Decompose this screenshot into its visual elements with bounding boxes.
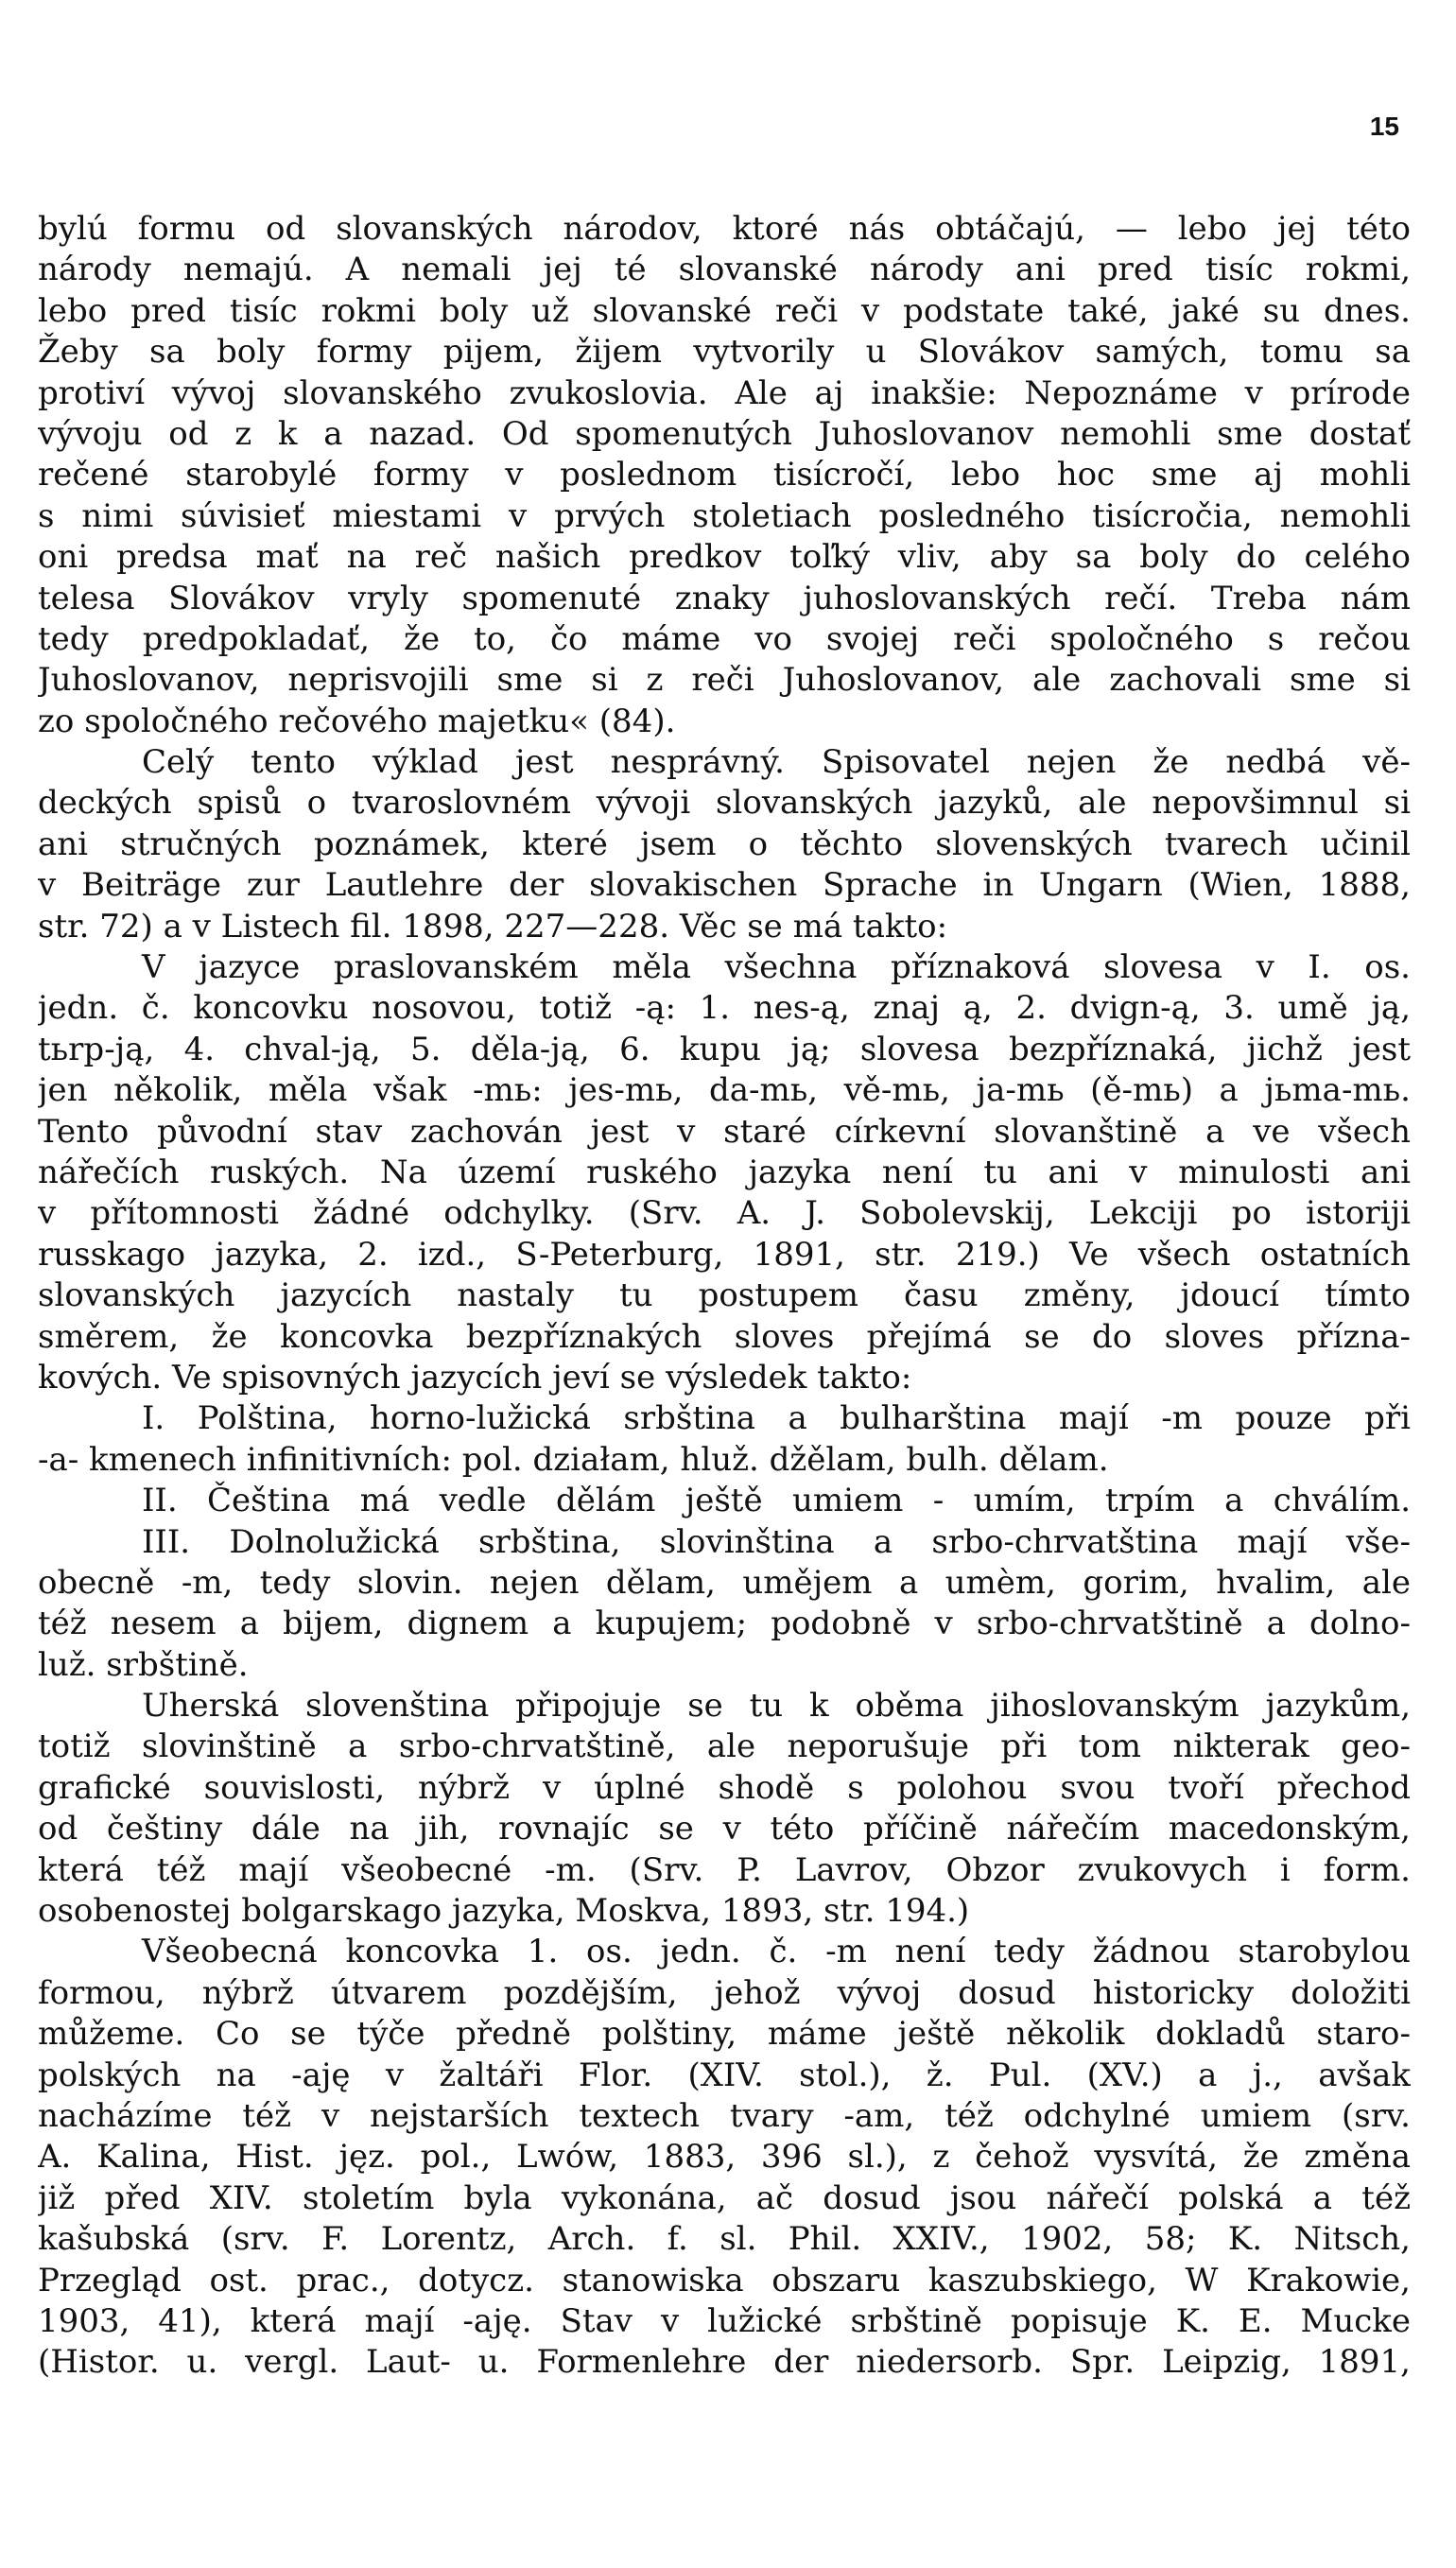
text-line: formou, nýbrž útvarem pozdějším, jehož vývoj dosud historicky doložiti	[38, 1973, 1411, 2012]
text-line: obecně -m, tedy slovin. nejen dělam, umějem a umèm, gorim, hvalim, ale	[38, 1563, 1411, 1602]
text-line: která též mají všeobecné -m. (Srv. P. Lavrov, Obzor zvukovych i form.	[38, 1850, 1411, 1889]
text-line: slovanských jazycích nastaly tu postupem času změny, jdoucí tímto	[38, 1276, 1411, 1315]
text-line: v Beiträge zur Lautlehre der slovakischen Sprache in Ungarn (Wien, 1888,	[38, 866, 1411, 905]
text-line: deckých spisů o tvaroslovném vývoji slovanských jazyků, ale nepovšimnul si	[38, 784, 1411, 823]
text-line: Przegląd ost. prac., dotycz. stanowiska obszaru kaszubskiego, W Krakowie,	[38, 2261, 1411, 2299]
text-line: kašubská (srv. F. Lorentz, Arch. f. sl. Phil. XXIV., 1902, 58; K. Nitsch,	[38, 2220, 1411, 2259]
text-line: nacházíme též v nejstarších textech tvary -am, též odchylné umiem (srv.	[38, 2096, 1411, 2135]
text-line: kových. Ve spisovných jazycích jeví se výsledek takto:	[38, 1358, 912, 1397]
page-number: 15	[1369, 112, 1399, 141]
text-line: II. Čeština má vedle dělám ještě umiem - umím, trpím a chválím.	[142, 1482, 1411, 1520]
text-line: -a- kmenech infinitivních: pol. działam, hluž. džělam, bulh. dělam.	[38, 1440, 1109, 1479]
text-line: tedy predpokladať, že to, čo máme vo svojej reči spoločného s rečou	[38, 619, 1411, 658]
text-line: A. Kalina, Hist. jęz. pol., Lwów, 1883, 396 sl.), z čehož vysvítá, že změna	[38, 2138, 1411, 2177]
text-line: III. Dolnolužická srbština, slovinština a srbo-chrvatština mají vše-	[142, 1522, 1411, 1561]
text-line: Juhoslovanov, neprisvojili sme si z reči Juhoslovanov, ale zachovali sme si	[38, 661, 1411, 700]
text-line: již před XIV. stoletím byla vykonána, ač dosud jsou nářečí polská a též	[38, 2178, 1411, 2217]
text-line: můžeme. Co se týče předně polštiny, máme ještě několik dokladů staro-	[38, 2015, 1411, 2054]
text-line: I. Polština, horno-lužická srbština a bulharština mají -m pouze při	[142, 1399, 1411, 1438]
text-line: Tento původní stav zachován jest v staré církevní slovanštině a ve všech	[38, 1112, 1411, 1151]
text-line: též nesem a bijem, dignem a kupujem; podobně v srbo-chrvatštině a dolno-	[38, 1605, 1411, 1643]
text-line: tьrp-ją, 4. chval-ją, 5. děla-ją, 6. kupu ją; slovesa bezpříznaká, jichž jest	[38, 1030, 1411, 1068]
text-line: jen několik, měla však -mь: jes-mь, da-mь, vě-mь, ja-mь (ě-mь) a jьma-mь.	[38, 1071, 1411, 1110]
text-line: lebo pred tisíc rokmi boly už slovanské reči v podstate také, jaké su dnes.	[38, 291, 1411, 330]
text-line: str. 72) a v Listech fil. 1898, 227—228. Věc se má takto:	[38, 907, 948, 946]
text-line: luž. srbštině.	[38, 1645, 249, 1684]
text-line: Celý tento výklad jest nesprávný. Spisovatel nejen že nedbá vě-	[142, 743, 1411, 782]
text-line: Uherská slovenština připojuje se tu k oběma jihoslovanským jazykům,	[142, 1687, 1411, 1726]
text-line: protiví vývoj slovanského zvukoslovia. Ale aj inakšie: Nepoznáme v prírode	[38, 373, 1411, 412]
text-line: bylú formu od slovanských národov, ktoré nás obtáčajú, — lebo jej této	[38, 210, 1411, 248]
text-line: osobenostej bolgarskago jazyka, Moskva, 1893, str. 194.)	[38, 1892, 970, 1931]
text-line: (Histor. u. vergl. Laut- u. Formenlehre der niedersorb. Spr. Leipzig, 1891,	[38, 2343, 1411, 2382]
page-body-text	[38, 209, 1411, 2384]
text-line: v přítomnosti žádné odchylky. (Srv. A. J. Sobolevskij, Lekciji po istoriji	[38, 1194, 1411, 1233]
text-line: V jazyce praslovanském měla všechna příznaková slovesa v I. os.	[142, 948, 1411, 987]
text-line: rečené starobylé formy v poslednom tisícročí, lebo hoc sme aj mohli	[38, 456, 1411, 495]
text-line: oni predsa mať na reč našich predkov toľký vliv, aby sa boly do celého	[38, 538, 1411, 577]
text-line: polských na -aję v žaltáři Flor. (XIV. stol.), ž. Pul. (XV.) a j., avšak	[38, 2056, 1411, 2094]
text-line: nářečích ruských. Na území ruského jazyka není tu ani v minulosti ani	[38, 1153, 1411, 1191]
text-line: 1903, 41), která mají -aję. Stav v lužické srbštině popisuje K. E. Mucke	[38, 2301, 1411, 2340]
text-line: národy nemajú. A nemali jej té slovanské národy ani pred tisíc rokmi,	[38, 251, 1411, 289]
text-line: směrem, že koncovka bezpříznakých sloves přejímá se do sloves přízna-	[38, 1317, 1411, 1356]
text-line: jedn. č. koncovku nosovou, totiž -ą: 1. nes-ą, znaj ą, 2. dvign-ą, 3. umě ją,	[38, 989, 1411, 1028]
text-line: totiž slovinštině a srbo-chrvatštině, ale neporušuje při tom nikterak geo-	[38, 1727, 1411, 1766]
text-line: ani stručných poznámek, které jsem o těchto slovenských tvarech učinil	[38, 824, 1411, 863]
text-line: telesa Slovákov vryly spomenuté znaky juhoslovanských rečí. Treba nám	[38, 579, 1411, 617]
text-line: vývoju od z k a nazad. Od spomenutých Juhoslovanov nemohli sme dostať	[38, 414, 1411, 453]
text-line: od češtiny dále na jih, rovnajíc se v této příčině nářečím macedonským,	[38, 1810, 1411, 1848]
text-line: Všeobecná koncovka 1. os. jedn. č. -m není tedy žádnou starobylou	[142, 1933, 1411, 1971]
text-line: zo spoločného rečového majetku« (84).	[38, 702, 676, 740]
text-line: s nimi súvisieť miestami v prvých stoletiach posledného tisícročia, nemohli	[38, 496, 1411, 535]
text-line: Žeby sa boly formy pijem, žijem vytvorily u Slovákov samých, tomu sa	[38, 333, 1411, 372]
text-line: russkago jazyka, 2. izd., S-Peterburg, 1891, str. 219.) Ve všech ostatních	[38, 1235, 1411, 1274]
text-line: grafické souvislosti, nýbrž v úplné shodě s polohou svou tvoří přechod	[38, 1768, 1411, 1807]
